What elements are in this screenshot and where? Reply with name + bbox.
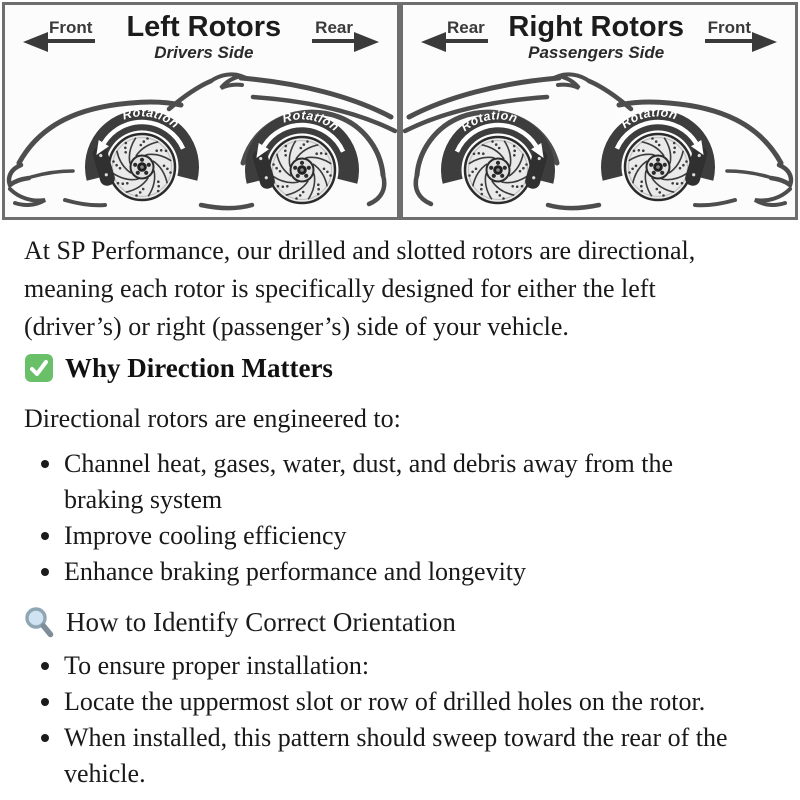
list-item	[64, 684, 776, 720]
bullet-line: Enhance braking performance and longevity	[64, 557, 527, 586]
orientation-steps-list	[24, 648, 776, 792]
direction-label-text: Front	[705, 19, 754, 43]
why-direction-matters-heading	[24, 350, 776, 386]
list-item	[64, 648, 776, 684]
left-arrow-icon	[23, 32, 48, 52]
engineered-to-lead: Directional rotors are engineered to:	[24, 404, 401, 433]
intro-line: (driver’s) or right (passenger’s) side of your vehicle.	[24, 312, 569, 341]
article-content	[0, 222, 800, 792]
direction-label-text: Rear	[312, 19, 356, 43]
list-item	[64, 720, 776, 792]
bullet-line: braking system	[64, 485, 223, 514]
panel-title: Left Rotors	[126, 11, 282, 43]
heading-text: How to Identify Correct Orientation	[66, 607, 456, 637]
identify-orientation-heading	[24, 604, 776, 640]
list-item	[64, 446, 776, 518]
bullet-line: Channel heat, gases, water, dust, and debris away from the	[64, 449, 674, 478]
bullet-line: vehicle.	[64, 759, 146, 788]
benefits-list	[24, 446, 776, 590]
list-item	[64, 518, 776, 554]
car-illustration-left	[5, 57, 397, 220]
intro-paragraph	[24, 232, 776, 346]
svg-text:Rotation: Rotation	[618, 105, 680, 132]
intro-line: meaning each rotor is specifically designed for either the left	[24, 274, 656, 303]
right-rotors-panel	[400, 2, 798, 220]
right-arrow-icon	[354, 32, 379, 52]
left-rotors-panel	[2, 2, 400, 220]
rear-direction-label	[421, 19, 488, 43]
car-illustration-right	[403, 57, 795, 220]
green-check-icon	[24, 353, 54, 383]
svg-text:Rotation: Rotation	[458, 108, 520, 135]
panel-title-block	[126, 13, 281, 61]
heading-text: Why Direction Matters	[65, 353, 333, 383]
bullet-line: Locate the uppermost slot or row of drilled holes on the rotor.	[64, 687, 706, 716]
panel-title-block	[508, 13, 684, 61]
magnifying-glass-icon	[24, 606, 55, 638]
left-arrow-icon	[421, 32, 446, 52]
panel-title: Right Rotors	[508, 11, 684, 43]
panel-header	[5, 5, 397, 61]
bullet-line: Improve cooling efficiency	[64, 521, 347, 550]
right-arrow-icon	[752, 32, 777, 52]
rotor-direction-diagram	[0, 0, 800, 222]
bullet-line: When installed, this pattern should sweep toward the rear of the	[64, 723, 728, 752]
rear-direction-label	[312, 19, 379, 43]
list-item	[64, 554, 776, 590]
front-direction-label	[705, 19, 777, 43]
direction-label-text: Rear	[444, 19, 488, 43]
svg-text:Rotation: Rotation	[120, 105, 182, 132]
intro-line: At SP Performance, our drilled and slotted rotors are directional,	[24, 236, 696, 265]
direction-label-text: Front	[46, 19, 95, 43]
bullet-line: To ensure proper installation:	[64, 651, 370, 680]
svg-text:Rotation: Rotation	[280, 108, 342, 135]
panel-header	[403, 5, 795, 61]
panel-subtitle: Drivers Side	[154, 43, 254, 62]
front-direction-label	[23, 19, 95, 43]
panel-subtitle: Passengers Side	[528, 43, 665, 62]
